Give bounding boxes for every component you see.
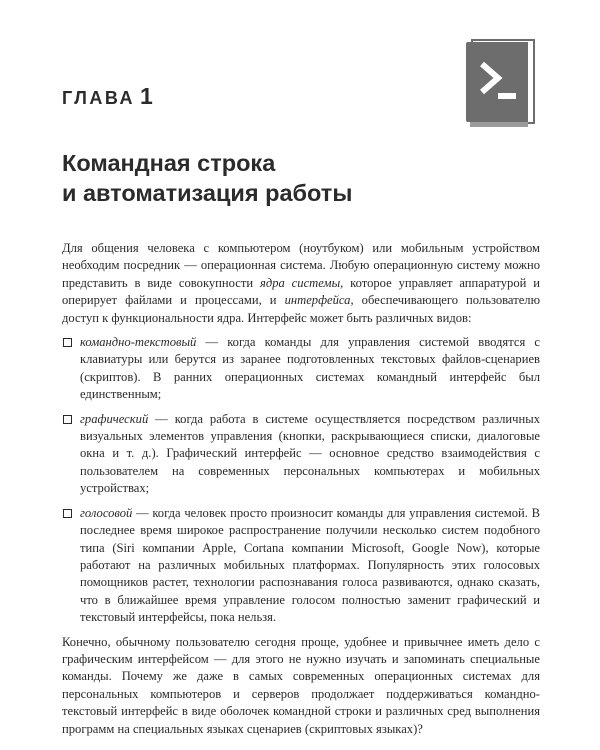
- chapter-number: 1: [140, 83, 153, 109]
- body-text: [62, 240, 540, 738]
- list-item: командно-текстовый — когда команды для управления системой вводятся с клавиатуры или берутся из заранее подготовленных текстовых файлов-сценариев (скриптов). В ранних операционных системах командный интерфейс был единственным;: [62, 334, 540, 404]
- list-item: голосовой — когда человек просто произносит команды для управления системой. В последнее время широкое распространение получили несколько систем подобного типа (Siri компании Apple, Cortana компании Microsoft, Google Now), которые работают на различных мобильных платформах. Популярность этих голосовых помощников растет, технологии распознавания голоса развиваются, однако сказать, что в ближайшее время управление голосом полностью заменит графический и текстовый интерфейсы, пока нельзя.: [62, 505, 540, 627]
- closing-paragraph: Конечно, обычному пользователю сегодня проще, удобнее и привычнее иметь дело с графическим интерфейсом — для этого не нужно изучать и запоминать специальные команды. Почему же даже в самых современных операционных системах для персональных компьютеров и серверов продолжает поддерживаться командно-текстовый интерфейс в виде оболочек командной строки и различных сред выполнения программ на специальных языках сценариев (скриптовых языках)?: [62, 634, 540, 736]
- title-line-2: и автоматизация работы: [62, 180, 353, 206]
- checkbox-bullet-icon: [63, 338, 72, 347]
- chapter-label: [62, 84, 153, 110]
- chapter-word: ГЛАВА: [62, 88, 135, 108]
- list-item: графический — когда работа в системе осуществляется посредством различных визуальных элементов управления (кнопки, раскрывающиеся списки, диалоговые окна и т. д.). Графический интерфейс — основное средство взаимодействия с пользователем на современных персональных компьютерах и мобильных устройствах;: [62, 411, 540, 498]
- title-line-1: Командная строка: [62, 150, 276, 176]
- terminal-book-icon: [462, 38, 542, 131]
- intro-paragraph: Для общения человека с компьютером (ноутбуком) или мобильным устройством необходим посредник — операционная система. Любую операционную систему можно представить в виде совокупности ядра системы, которое управляет аппаратурой и оперирует файлами и процессами, и интерфейса, обеспечивающего пользователю доступ к функциональности ядра. Интерфейс может быть различных видов:: [62, 241, 540, 325]
- chapter-title: [62, 148, 542, 208]
- checkbox-bullet-icon: [63, 509, 72, 518]
- checkbox-bullet-icon: [63, 415, 72, 424]
- interface-types-list: [62, 334, 540, 627]
